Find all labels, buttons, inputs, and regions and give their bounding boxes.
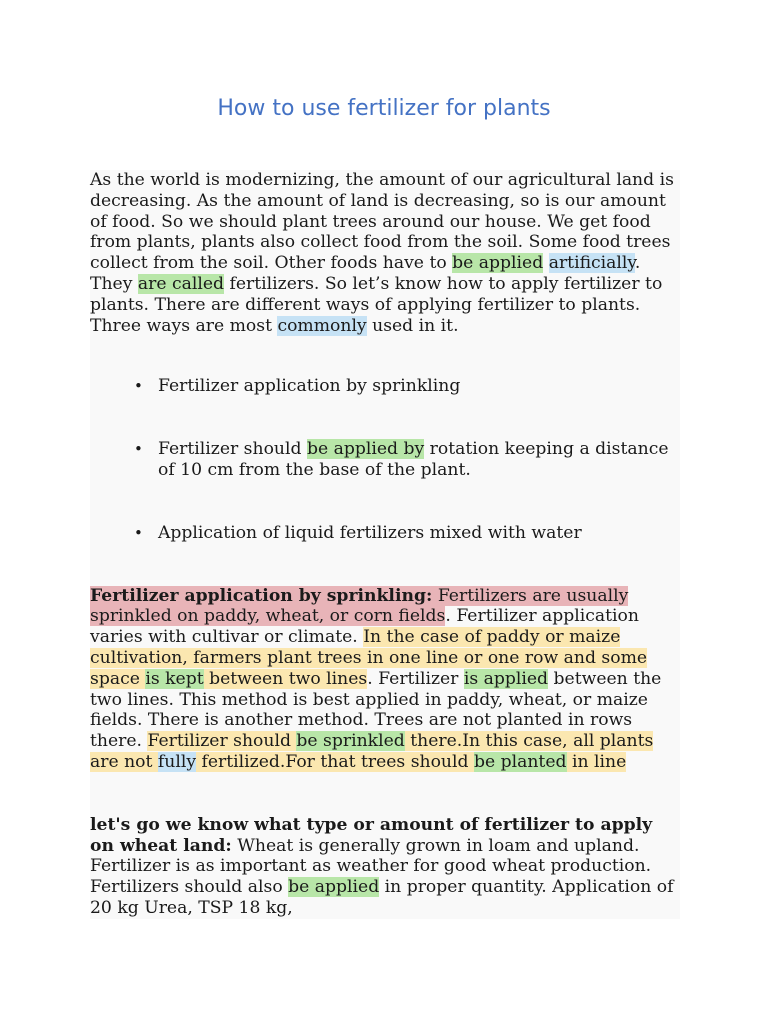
page-title: How to use fertilizer for plants bbox=[217, 96, 551, 121]
sprinkling-heading: Fertilizer application by sprinkling: bbox=[90, 585, 433, 606]
highlight-be-planted: be planted bbox=[473, 751, 567, 772]
sprinkling-highlight-y3: Fertilizer should bbox=[147, 731, 297, 752]
highlight-commonly: commonly bbox=[277, 315, 367, 336]
bullet-text-1: Fertilizer application by sprinkling bbox=[158, 376, 461, 397]
highlight-is-kept: is kept bbox=[145, 668, 204, 689]
highlight-be-applied: be applied bbox=[452, 253, 544, 274]
intro-text-5: used in it. bbox=[366, 315, 459, 336]
sprinkling-text-r1: Fertilizers are usually sprinkled on paddy, wheat, or corn fields bbox=[90, 585, 629, 627]
sprinkling-highlight-y5: fertilized.For that trees should bbox=[196, 751, 474, 772]
list-item bbox=[90, 376, 680, 397]
wheat-text-2: in proper quantity. Application of 20 kg Urea, TSP 18 kg, bbox=[90, 877, 674, 918]
intro-text-3: . They bbox=[90, 253, 641, 294]
highlight-be-applied-by: be applied by bbox=[306, 439, 425, 460]
sprinkling-highlight-y6: in line bbox=[566, 751, 627, 772]
highlight-be-applied-wheat: be applied bbox=[288, 877, 380, 898]
list-item bbox=[90, 523, 680, 544]
intro-text-1: As the world is modernizing, the amount of our agricultural land is decreasing. As the amount of land is decreasing, so is our amount of food. So we should plant trees around our house. We get food from plants, plants also collect food from the soil. Some food trees collect from the soil. Other foods have to bbox=[90, 170, 674, 274]
bullet-text-2a: Fertilizer should bbox=[158, 439, 307, 460]
intro-text-2 bbox=[543, 253, 548, 273]
sprinkling-highlight-y4: there.In this case, all plants are not bbox=[90, 731, 654, 772]
highlight-is-applied: is applied bbox=[463, 668, 549, 689]
wheat-paragraph bbox=[90, 815, 680, 919]
wheat-heading: let's go we know what type or amount of fertilizer to apply on wheat land: bbox=[90, 814, 653, 856]
sprinkling-text-3: between the two lines. This method is best applied in paddy, wheat, or maize fields. There is another method. Trees are not planted in rows there. bbox=[90, 668, 662, 752]
sprinkling-text-2: . Fertilizer bbox=[367, 668, 464, 689]
highlight-fully: fully bbox=[157, 751, 197, 772]
sprinkling-highlight-y2: between two lines bbox=[203, 668, 368, 689]
list-item bbox=[90, 439, 680, 481]
highlight-be-sprinkled: be sprinkled bbox=[296, 731, 405, 752]
bullet-text-3: Application of liquid fertilizers mixed with water bbox=[158, 522, 582, 543]
intro-text-4: fertilizers. So let’s know how to apply fertilizer to plants. There are different ways of applying fertilizer to plants. Three ways are most bbox=[90, 273, 663, 336]
highlight-artificially: artificially bbox=[548, 253, 635, 274]
methods-list bbox=[90, 376, 680, 543]
document-body bbox=[90, 170, 680, 919]
sprinkling-text-1: . Fertilizer application varies with cultivar or climate. bbox=[90, 606, 639, 648]
wheat-text-1: Wheat is generally grown in loam and upland. Fertilizer is as important as weather for good wheat production. Fertilizers should also bbox=[90, 835, 652, 898]
sprinkling-highlight-y1: In the case of paddy or maize cultivation, farmers plant trees in one line or one row and some space bbox=[90, 627, 648, 689]
highlight-are-called: are called bbox=[137, 273, 225, 294]
sprinkling-paragraph bbox=[90, 586, 680, 773]
bullet-text-2b: rotation keeping a distance of 10 cm from the base of the plant. bbox=[158, 439, 669, 480]
intro-paragraph bbox=[90, 170, 680, 336]
